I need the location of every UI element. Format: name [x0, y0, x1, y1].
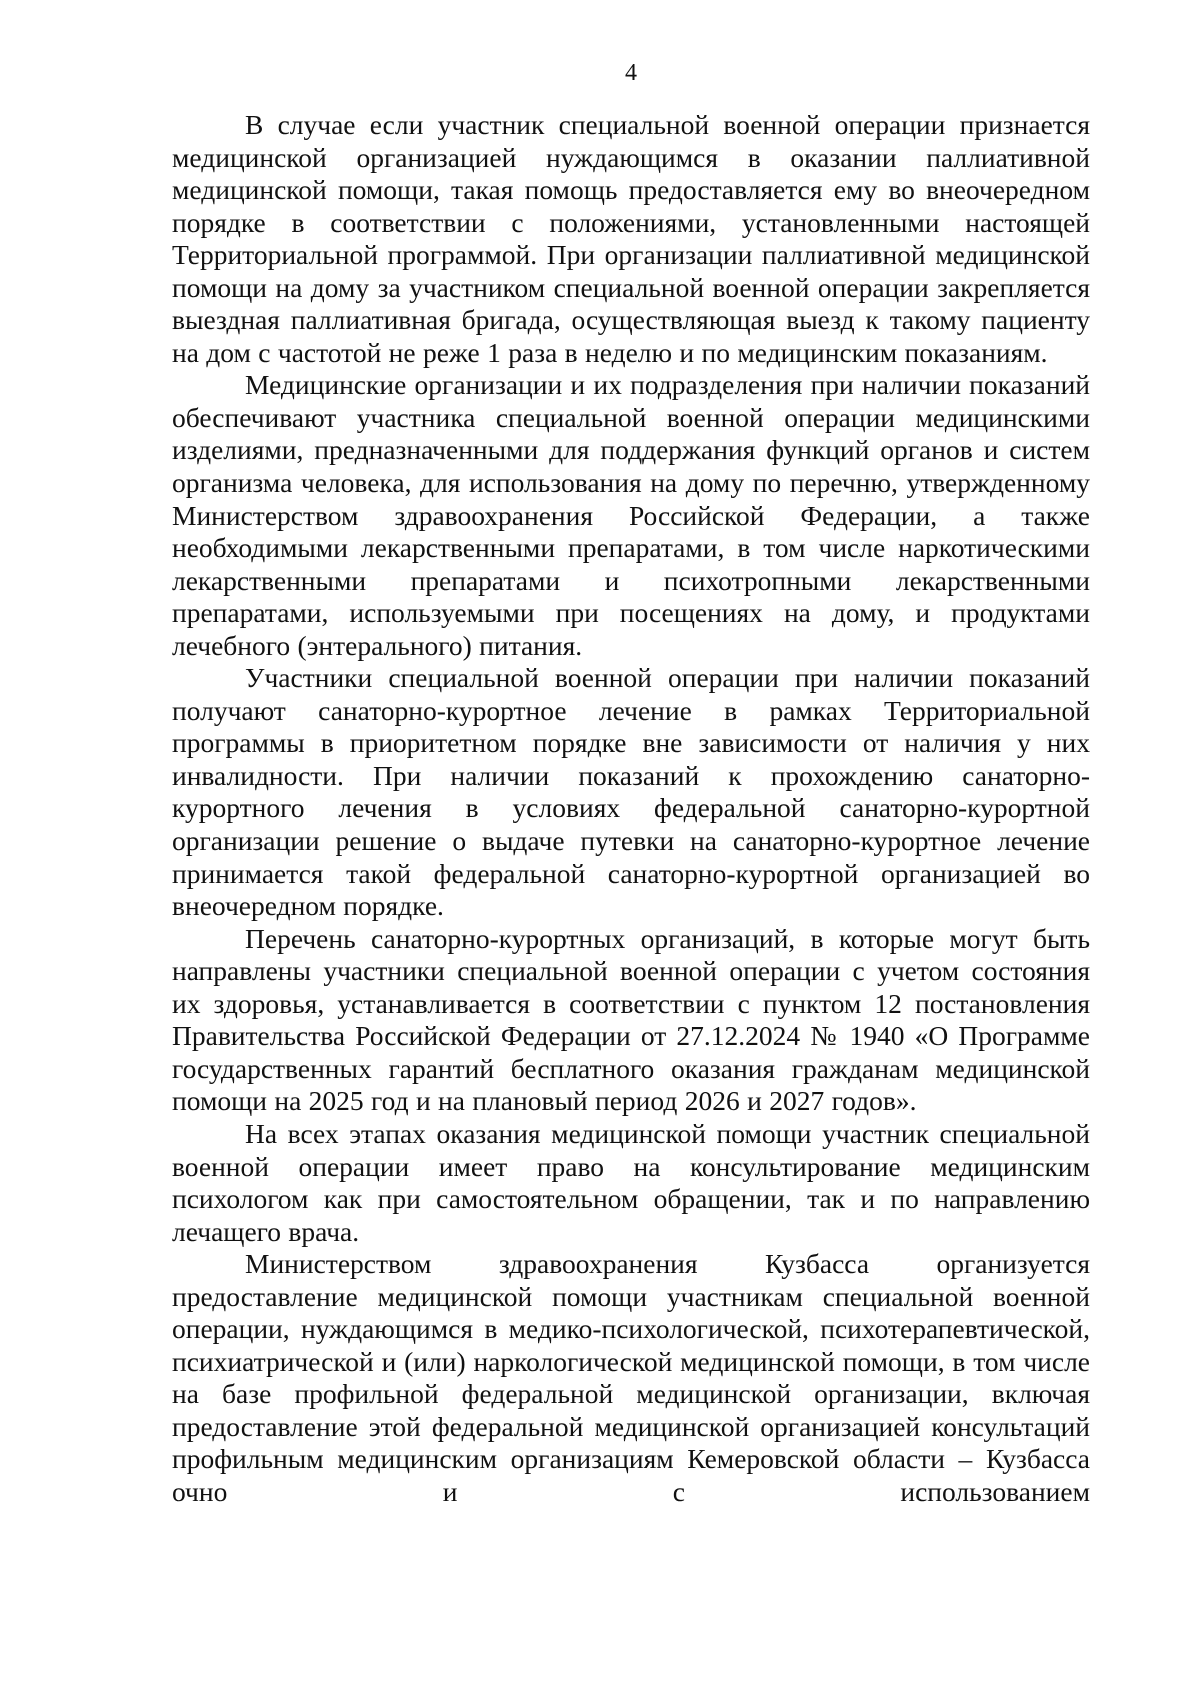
paragraph: На всех этапах оказания медицинской помощи участник специальной военной операции имеет право на консультирование медицинским психологом как при самостоятельном обращении, так и по направлению лечащего врача.	[172, 1117, 1090, 1247]
paragraph: В случае если участник специальной военной операции признается медицинской организацией нуждающимся в оказании паллиативной медицинской помощи, такая помощь предоставляется ему во внеочередном порядке в соответствии с положениями, установленными настоящей Территориальной программой. При организации паллиативной медицинской помощи на дому за участником специальной военной операции закрепляется выездная паллиативная бригада, осуществляющая выезд к такому пациенту на дом с частотой не реже 1 раза в неделю и по медицинским показаниям.	[172, 109, 1090, 368]
paragraph: Министерством здравоохранения Кузбасса организуется предоставление медицинской помощи участникам специальной военной операции, нуждающимся в медико-психологической, психотерапевтической, психиатрической и (или) наркологической медицинской помощи, в том числе на базе профильной федеральной медицинской организации, включая предоставление этой федеральной медицинской организацией консультаций профильным медицинским организациям Кемеровской области – Кузбасса очно и с использованием	[172, 1248, 1090, 1507]
paragraph: Перечень санаторно-курортных организаций, в которые могут быть направлены участники специальной военной операции с учетом состояния их здоровья, устанавливается в соответствии с пунктом 12 постановления Правительства Российской Федерации от 27.12.2024 № 1940 «О Программе государственных гарантий бесплатного оказания гражданам медицинской помощи на 2025 год и на плановый период 2026 и 2027 годов».	[172, 922, 1090, 1117]
page-number: 4	[625, 60, 637, 86]
paragraph: Участники специальной военной операции при наличии показаний получают санаторно-курортное лечение в рамках Территориальной программы в приоритетном порядке вне зависимости от наличия у них инвалидности. При наличии показаний к прохождению санаторно-курортного лечения в условиях федеральной санаторно-курортной организации решение о выдаче путевки на санаторно-курортное лечение принимается такой федеральной санаторно-курортной организацией во внеочередном порядке.	[172, 662, 1090, 922]
body-text	[172, 109, 1090, 1509]
document-page	[172, 0, 1090, 1697]
paragraph: Медицинские организации и их подразделения при наличии показаний обеспечивают участника специальной военной операции медицинскими изделиями, предназначенными для поддержания функций органов и систем организма человека, для использования на дому по перечню, утвержденному Министерством здравоохранения Российской Федерации, а также необходимыми лекарственными препаратами, в том числе наркотическими лекарственными препаратами и психотропными лекарственными препаратами, используемыми при посещениях на дому, и продуктами лечебного (энтерального) питания.	[172, 369, 1090, 661]
